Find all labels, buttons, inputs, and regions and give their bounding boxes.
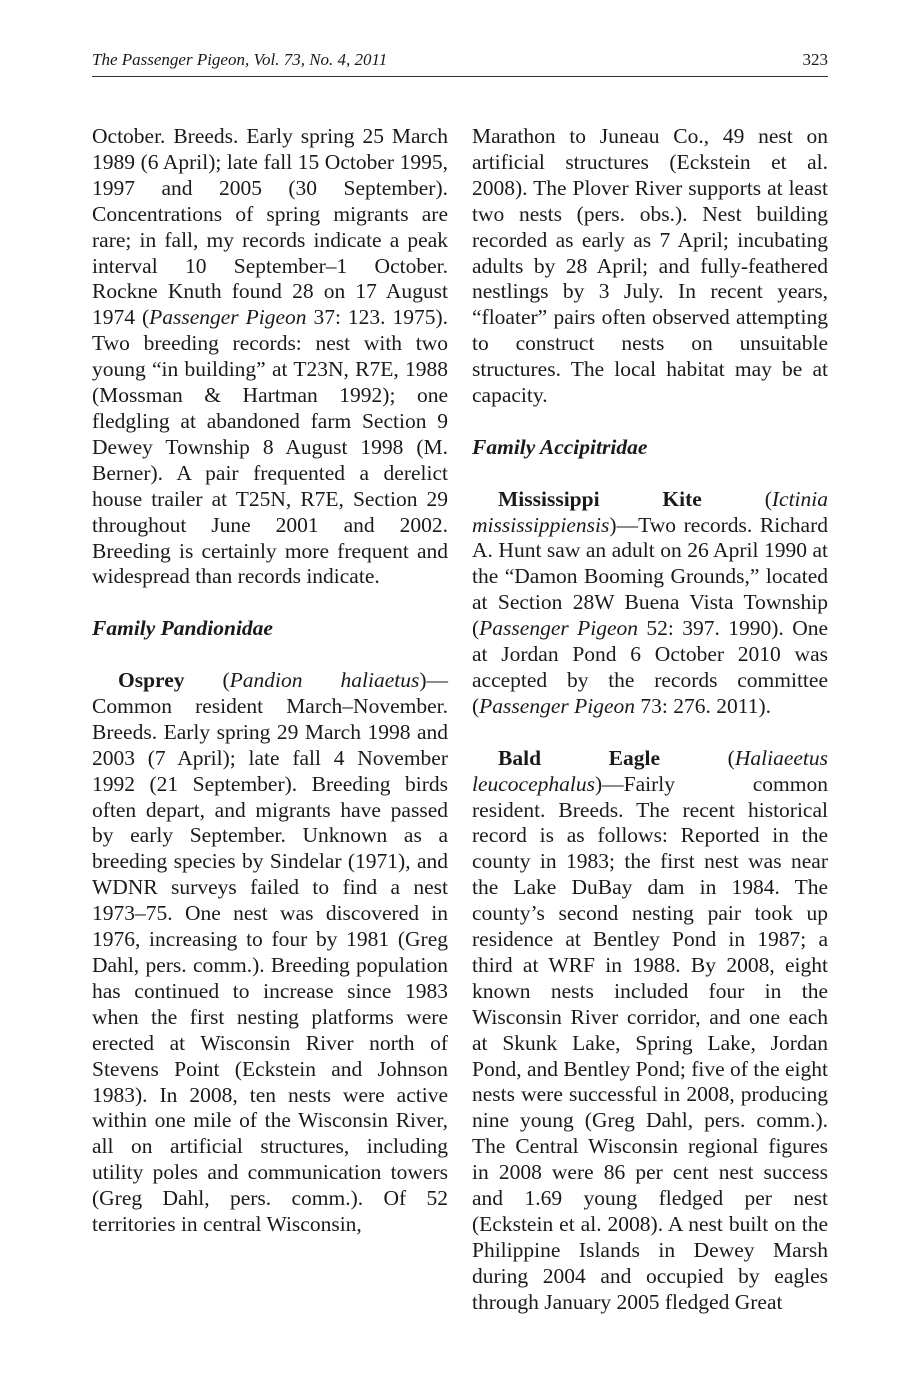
running-header [92, 50, 828, 77]
family-heading-accipitridae: Family Accipitridae [472, 434, 648, 459]
left-column [92, 124, 448, 1238]
scientific-name: Pandion haliaetus [229, 668, 420, 692]
scientific-name: Haliaeetus leucocephalus [472, 745, 828, 796]
paragraph-continuation: Marathon to Juneau Co., 49 nest on artificial structures (Eckstein et al. 2008). The Plover River supports at least two nests (pers. obs.). Nest building recorded as early as 7 April; incubating adults by 28 April; and fully-feathered nestlings by 3 July. In recent years, “floater” pairs often observed attempting to construct nests on unsuitable structures. The local habitat may be at capacity. [472, 124, 828, 408]
family-heading-pandionidae: Family Pandionidae [92, 616, 273, 641]
species-account-bald-eagle: Bald Eagle (Haliaeetus leucocephalus)—Fairly common resident. Breeds. The recent historical record is as follows: Reported in the county in 1983; the first nest was near the Lake DuBay dam in 1984. The county’s second nesting pair took up residence at Bentley Pond in 1987; a third at WRF in 1988. By 2008, eight known nests included four in the Wisconsin River corridor, and one each at Skunk Lake, Spring Lake, Jordan Pond, and Bentley Pond; five of the eight nests were successful in 2008, producing nine young (Greg Dahl, pers. comm.). The Central Wisconsin regional figures in 2008 were 86 per cent nest success and 1.69 young fledged per nest (Eckstein et al. 2008). A nest built on the Philippine Islands in Dewey Marsh during 2004 and occupied by eagles through January 2005 fledged Great [472, 745, 828, 1314]
species-account-mississippi-kite: Mississippi Kite (Ictinia mississippiensis)—Two records. Richard A. Hunt saw an adult on 26 April 1990 at the “Damon Booming Grounds,” located at Section 28W Buena Vista Township (Passenger Pigeon 52: 397. 1990). One at Jordan Pond 6 October 2010 was accepted by the records committee (Passenger Pigeon 73: 276. 2011). [472, 486, 829, 718]
journal-citation: The Passenger Pigeon, Vol. 73, No. 4, 2011 [92, 50, 388, 69]
right-column [472, 124, 828, 1316]
species-name: Mississippi Kite [498, 486, 702, 511]
scientific-name: Ictinia mississippiensis [472, 486, 828, 537]
species-account-osprey: Osprey (Pandion haliaetus)—Common resident March–November. Breeds. Early spring 29 March 1998 and 2003 (7 April); late fall 4 November 1992 (21 September). Breeding birds often depart, and migrants have passed by early September. Unknown as a breeding species by Sindelar (1971), and WDNR surveys failed to find a nest 1973–75. One nest was discovered in 1976, increasing to four by 1981 (Greg Dahl, pers. comm.). Breeding population has continued to increase since 1983 when the first nesting platforms were erected at Wisconsin River north of Stevens Point (Eckstein and Johnson 1983). In 2008, ten nests were active within one mile of the Wisconsin River, all on artificial structures, including utility poles and communication towers (Greg Dahl, pers. comm.). Of 52 territories in central Wisconsin, [92, 668, 448, 1237]
species-name: Osprey [118, 668, 185, 692]
page-number: 323 [802, 50, 828, 69]
species-name: Bald Eagle [498, 745, 661, 770]
paragraph-continuation: October. Breeds. Early spring 25 March 1989 (6 April); late fall 15 October 1995, 1997 and 2005 (30 September). Concentrations of spring migrants are rare; in fall, my records indicate a peak interval 10 September–1 October. Rockne Knuth found 28 on 17 August 1974 (Passenger Pigeon 37: 123. 1975). Two breeding records: nest with two young “in building” at T23N, R7E, 1988 (Mossman & Hartman 1992); one fledgling at abandoned farm Section 9 Dewey Township 8 August 1998 (M. Berner). A pair frequented a derelict house trailer at T25N, R7E, Section 29 throughout June 2001 and 2002. Breeding is certainly more frequent and widespread than records indicate. [92, 124, 448, 589]
